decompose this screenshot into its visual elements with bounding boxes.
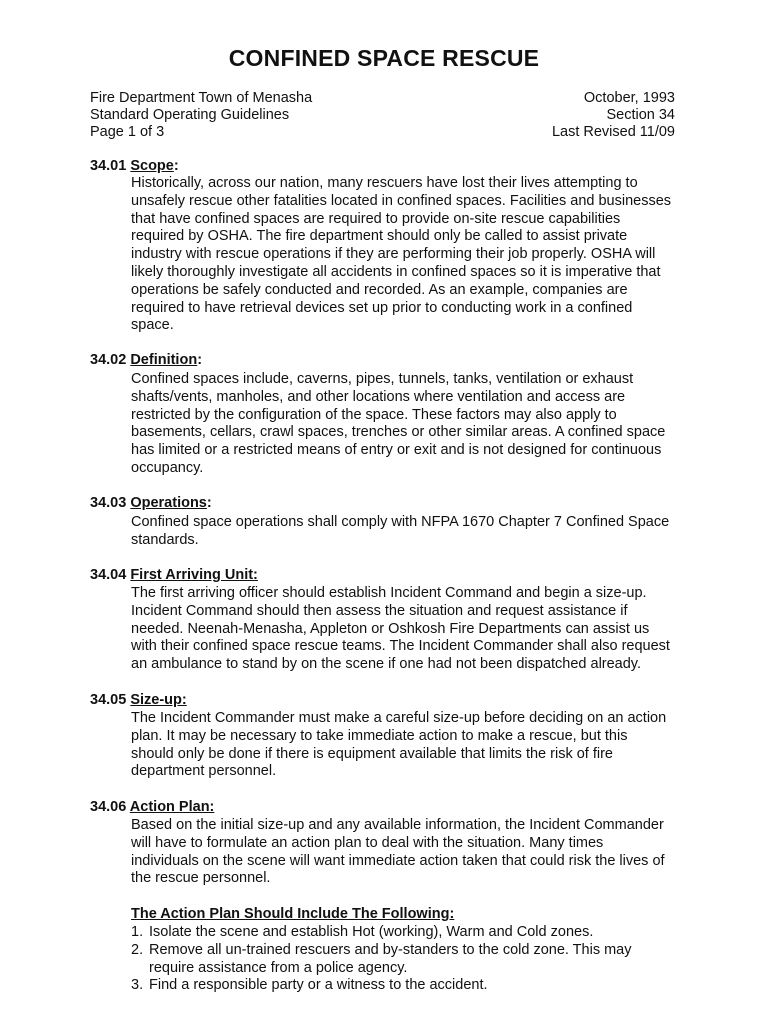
section-heading-operations [90,495,212,511]
text-line: Isolate the scene and establish Hot (working), Warm and Cold zones. [149,924,594,940]
text-line: unsafely rescue other fatalities located in confined spaces. Facilities and businesses [131,192,672,209]
text-line: Remove all un-trained rescuers and by-standers to the cold zone. This may [149,941,632,958]
text-line: that have confined spaces are required to provide on-site rescue capabilities [131,210,621,227]
text-line: require assistance from a police agency. [149,959,408,976]
text-line: industry with rescue operations if they are performing their job properly. OSHA will [131,246,656,263]
text-line: an ambulance to stand by on the scene if one had not been dispatched already. [131,656,642,673]
list-item [131,977,701,995]
section-body-scope [131,175,701,335]
section-heading-first-arriving-unit [90,567,258,583]
text-line: shafts/vents, manholes, and other locations where ventilation and access are [131,388,626,405]
text-line: Historically, across our nation, many rescuers have lost their lives attempting to [131,175,638,191]
section-heading-scope [90,158,179,174]
section-number: 34.03 [90,495,127,511]
text-line: occupancy. [131,459,204,476]
text-line: individuals on the scene will want immediate action taken that could risk the lives of [131,852,665,869]
section-body-operations [131,514,701,550]
section-number: 34.02 [90,352,127,368]
text-line: plan. It may be necessary to take immediate action to make a rescue, but this [131,727,628,744]
text-line: will have to formulate an action plan to deal with the situation. Many times [131,834,604,851]
list-item [131,924,701,942]
section-heading-action-plan [90,799,214,815]
text-line: needed. Neenah-Menasha, Appleton or Oshkosh Fire Departments can assist us [131,620,650,637]
text-line: Confined spaces include, caverns, pipes, tunnels, tanks, ventilation or exhaust [131,371,634,387]
text-line: department personnel. [131,763,277,780]
text-line: the rescue personnel. [131,870,271,887]
section-body-definition [131,371,701,478]
text-line: basements, cellars, crawl spaces, trenches or other similar areas. A confined space [131,424,666,441]
text-line: The Incident Commander must make a careful size-up before deciding on an action [131,710,667,726]
section-number: 34.05 [90,692,127,708]
section-number: 34.01 [90,158,127,174]
text-line: with their confined space rescue teams. The Incident Commander shall also request [131,638,670,655]
header-page: Page 1 of 3 [90,124,165,140]
section-colon: : [173,158,179,174]
section-heading-definition [90,352,202,368]
text-line: Find a responsible party or a witness to the accident. [149,977,488,994]
text-line: restricted by the configuration of the space. These factors may also apply to [131,406,617,423]
text-line: has limited or a restricted means of entry or exit and is not designed for continuous [131,442,662,459]
text-line: should only be done if there is equipment available that limits the risk of fire [131,745,613,762]
section-title: Definition [130,352,198,368]
text-line: space. [131,317,174,334]
text-line: required by OSHA. The fire department should only be called to assist private [131,228,628,245]
section-title: Scope [130,158,174,174]
text-line: likely thoroughly investigate all accidents in confined spaces so it is imperative that [131,263,661,280]
text-line: Incident Command should then assess the situation and request assistance if [131,602,628,619]
header-guidelines: Standard Operating Guidelines [90,107,290,123]
header-department: Fire Department Town of Menasha [90,90,313,106]
text-line: standards. [131,531,199,548]
section-body-size-up [131,710,701,781]
section-title: Action Plan: [129,799,215,815]
section-number: 34.06 [90,799,127,815]
list-item [131,942,701,978]
action-plan-list [131,924,701,995]
header-date: October, 1993 [583,90,675,106]
text-line: Based on the initial size-up and any available information, the Incident Commander [131,817,664,833]
text-line: Confined space operations shall comply with NFPA 1670 Chapter 7 Confined Space [131,514,670,530]
document-title: CONFINED SPACE RESCUE [228,45,540,71]
section-title: First Arriving Unit: [130,567,258,583]
section-body-first-arriving-unit [131,585,701,674]
list-item-number: 2. [131,941,144,958]
section-heading-size-up [90,692,187,708]
section-title: Size-up: [130,692,187,708]
text-line: The first arriving officer should establish Incident Command and begin a size-up. [131,585,647,601]
section-colon: : [206,495,212,511]
list-item-number: 1. [131,924,144,940]
list-item-number: 3. [131,977,144,994]
section-body-action-plan [131,817,701,888]
section-number: 34.04 [90,567,127,583]
header-revised: Last Revised 11/09 [551,124,675,140]
action-plan-subheading: The Action Plan Should Include The Following: [131,906,455,922]
text-line: operations be safely conducted and recorded. As an example, companies are [131,281,628,298]
text-line: required to have retrieval devices set up prior to conducting work in a confined [131,299,633,316]
header-section: Section 34 [606,107,675,123]
section-title: Operations [130,495,207,511]
section-colon: : [197,352,203,368]
